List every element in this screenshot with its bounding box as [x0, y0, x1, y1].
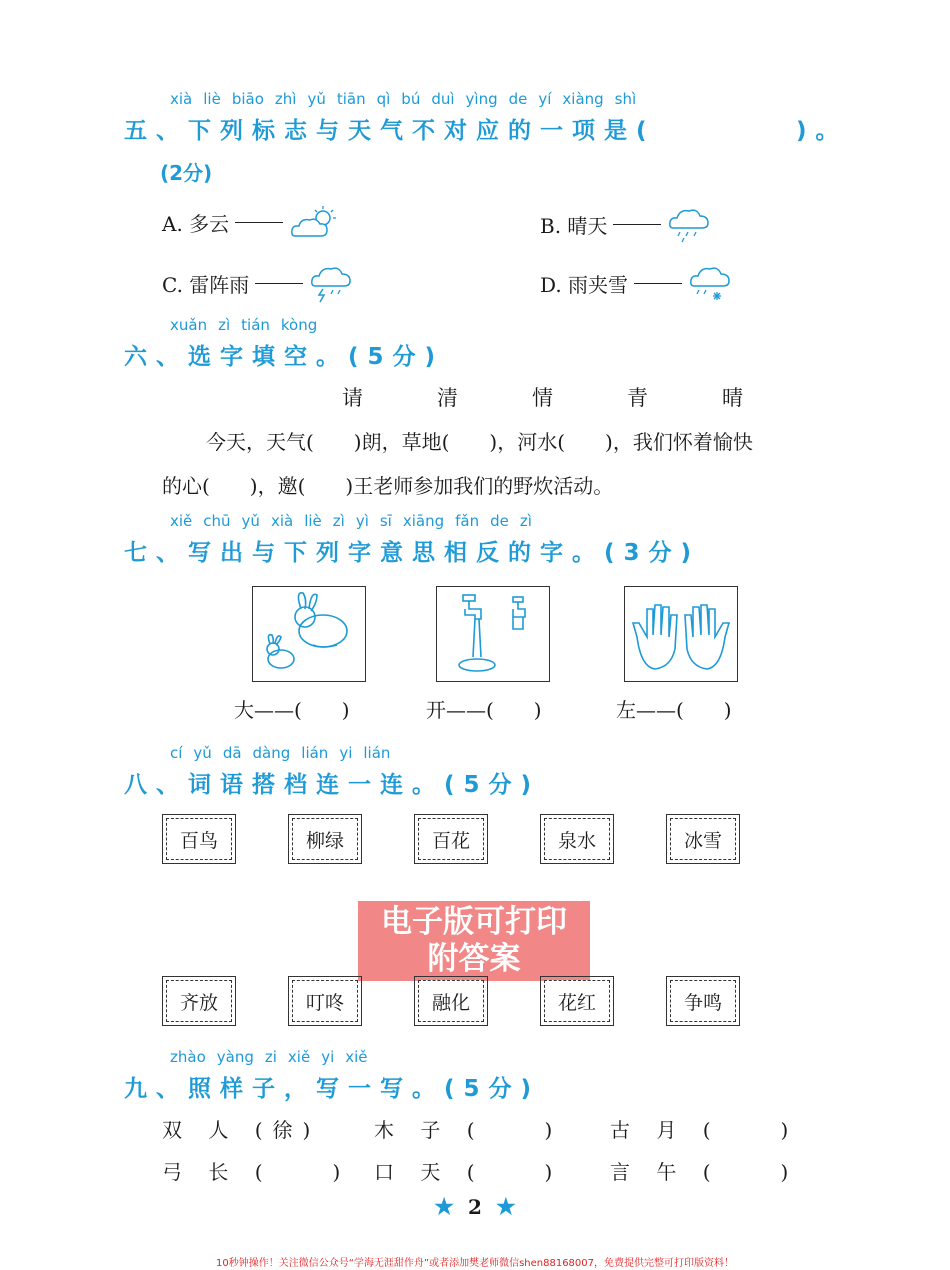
page-number [0, 1194, 950, 1220]
top-word-3[interactable]: 百花 [418, 818, 484, 860]
pinyin-syllable: duì [431, 90, 455, 108]
pinyin-syllable: cí [170, 744, 183, 762]
q9-row1-item3: 古 月 ( ) [610, 1118, 799, 1142]
hands-picture [624, 586, 738, 682]
bottom-word-1[interactable]: 齐放 [166, 980, 232, 1022]
pinyin-syllable: fǎn [455, 512, 480, 530]
watermark-line1: 电子版可打印 [381, 904, 567, 940]
sun-cloud-icon [289, 204, 339, 240]
q9-row2-item3: 言 午 ( ) [610, 1160, 799, 1184]
rabbits-icon [253, 587, 365, 681]
rabbits-picture [252, 586, 366, 682]
pinyin-syllable: de [508, 90, 528, 108]
q6-pinyin [170, 316, 317, 334]
q5-pinyin [170, 90, 636, 108]
option-label: C. 雷阵雨 [162, 272, 250, 297]
pinyin-syllable: zhào [170, 1048, 206, 1066]
pinyin-syllable: tián [241, 316, 270, 334]
pinyin-syllable: liè [203, 90, 221, 108]
pinyin-syllable: yàng [216, 1048, 254, 1066]
hands-icon [625, 587, 737, 681]
star-icon: ★ [495, 1194, 516, 1220]
q6-title: 六、选字填空。(5分) [124, 344, 445, 370]
pinyin-syllable: yǔ [241, 512, 260, 530]
pinyin-syllable: zì [332, 512, 345, 530]
q9-row2-item2: 口 天 ( ) [374, 1160, 563, 1184]
pinyin-syllable: xiàng [562, 90, 604, 108]
pinyin-syllable: yǔ [193, 744, 212, 762]
sleet-icon [688, 262, 734, 304]
footer-note: 10秒钟操作！关注微信公众号“学海无涯甜作舟”或者添加樊老师微信shen88168007，免费提供完整可打印版资料！ [215, 1258, 735, 1269]
pinyin-syllable: liè [304, 512, 322, 530]
q7-pinyin [170, 512, 532, 530]
pinyin-syllable: lián [301, 744, 329, 762]
pinyin-syllable: yi [339, 744, 353, 762]
pinyin-syllable: shì [614, 90, 637, 108]
q9-title: 九、照样子，写一写。(5分) [124, 1076, 541, 1102]
q9-row1-item1: 双 人 (徐) [162, 1118, 321, 1142]
q6-sentence-line2: 的心( )，邀( )王老师参加我们的野炊活动。 [162, 474, 614, 498]
pinyin-syllable: xuǎn [170, 316, 208, 334]
bottom-word-3[interactable]: 融化 [418, 980, 484, 1022]
pinyin-syllable: xiāng [402, 512, 445, 530]
page-number-text: 2 [468, 1195, 482, 1219]
option-label: A. 多云 [162, 211, 230, 236]
pinyin-syllable: zì [519, 512, 532, 530]
pinyin-syllable: qì [376, 90, 391, 108]
char-choice: 请 [342, 386, 363, 410]
pinyin-syllable: zi [264, 1048, 277, 1066]
q9-row1-item2: 木 子 ( ) [374, 1118, 563, 1142]
q5-option-b [540, 204, 713, 244]
char-choice: 情 [532, 386, 553, 410]
bottom-word-5[interactable]: 争鸣 [670, 980, 736, 1022]
q5-title: 五、下列标志与天气不对应的一项是( [124, 118, 656, 144]
star-icon: ★ [434, 1194, 455, 1220]
q5-option-a [162, 204, 339, 240]
option-label: D. 雨夹雪 [540, 272, 629, 297]
pinyin-syllable: zì [218, 316, 231, 334]
pinyin-syllable: yí [538, 90, 552, 108]
pinyin-syllable: de [490, 512, 509, 530]
q5-option-d [540, 262, 734, 304]
pinyin-syllable: tiān [336, 90, 366, 108]
q6-char-choices [342, 382, 743, 412]
q7-word-3: 左——( ) [616, 698, 732, 722]
pinyin-syllable: xiě [287, 1048, 311, 1066]
top-word-5[interactable]: 冰雪 [670, 818, 736, 860]
q8-pinyin [170, 744, 390, 762]
top-word-4[interactable]: 泉水 [544, 818, 610, 860]
watermark-line2: 附答案 [427, 941, 521, 977]
q7-title: 七、写出与下列字意思相反的字。(3分) [124, 540, 701, 566]
pinyin-syllable: xià [270, 512, 294, 530]
q7-word-2: 开——( ) [426, 698, 542, 722]
pinyin-syllable: xiě [345, 1048, 368, 1066]
faucet-picture [436, 586, 550, 682]
top-word-2[interactable]: 柳绿 [292, 818, 358, 860]
pinyin-syllable: lián [363, 744, 391, 762]
q5-score: (2分) [160, 161, 213, 185]
faucet-icon [437, 587, 549, 681]
thunder-rain-icon [309, 262, 355, 304]
q8-title: 八、词语搭档连一连。(5分) [124, 772, 541, 798]
q5-option-c [162, 262, 355, 304]
pinyin-syllable: sī [379, 512, 392, 530]
pinyin-syllable: xià [170, 90, 193, 108]
pinyin-syllable: yǔ [307, 90, 326, 108]
char-choice: 清 [437, 386, 458, 410]
char-choice: 晴 [722, 386, 743, 410]
bottom-word-2[interactable]: 叮咚 [292, 980, 358, 1022]
q6-sentence-line1: 今天，天气( )朗，草地( )，河水( )，我们怀着愉快 [206, 430, 753, 454]
rain-cloud-icon [667, 204, 713, 244]
pinyin-syllable: zhì [274, 90, 297, 108]
q9-row2-item1: 弓 长 ( ) [162, 1160, 351, 1184]
pinyin-syllable: dàng [252, 744, 291, 762]
pinyin-syllable: yìng [465, 90, 498, 108]
pinyin-syllable: yì [355, 512, 369, 530]
pinyin-syllable: yi [321, 1048, 335, 1066]
bottom-word-4[interactable]: 花红 [544, 980, 610, 1022]
pinyin-syllable: dā [222, 744, 242, 762]
watermark-banner [358, 901, 590, 981]
pinyin-syllable: kòng [280, 316, 318, 334]
pinyin-syllable: xiě [170, 512, 193, 530]
q5-title-end: )。 [796, 118, 848, 144]
q7-word-1: 大——( ) [234, 698, 350, 722]
char-choice: 青 [627, 386, 648, 410]
q9-pinyin [170, 1048, 368, 1066]
pinyin-syllable: chū [203, 512, 231, 530]
pinyin-syllable: bú [401, 90, 421, 108]
pinyin-syllable: biāo [231, 90, 264, 108]
option-label: B. 晴天 [540, 213, 608, 238]
top-word-1[interactable]: 百鸟 [166, 818, 232, 860]
